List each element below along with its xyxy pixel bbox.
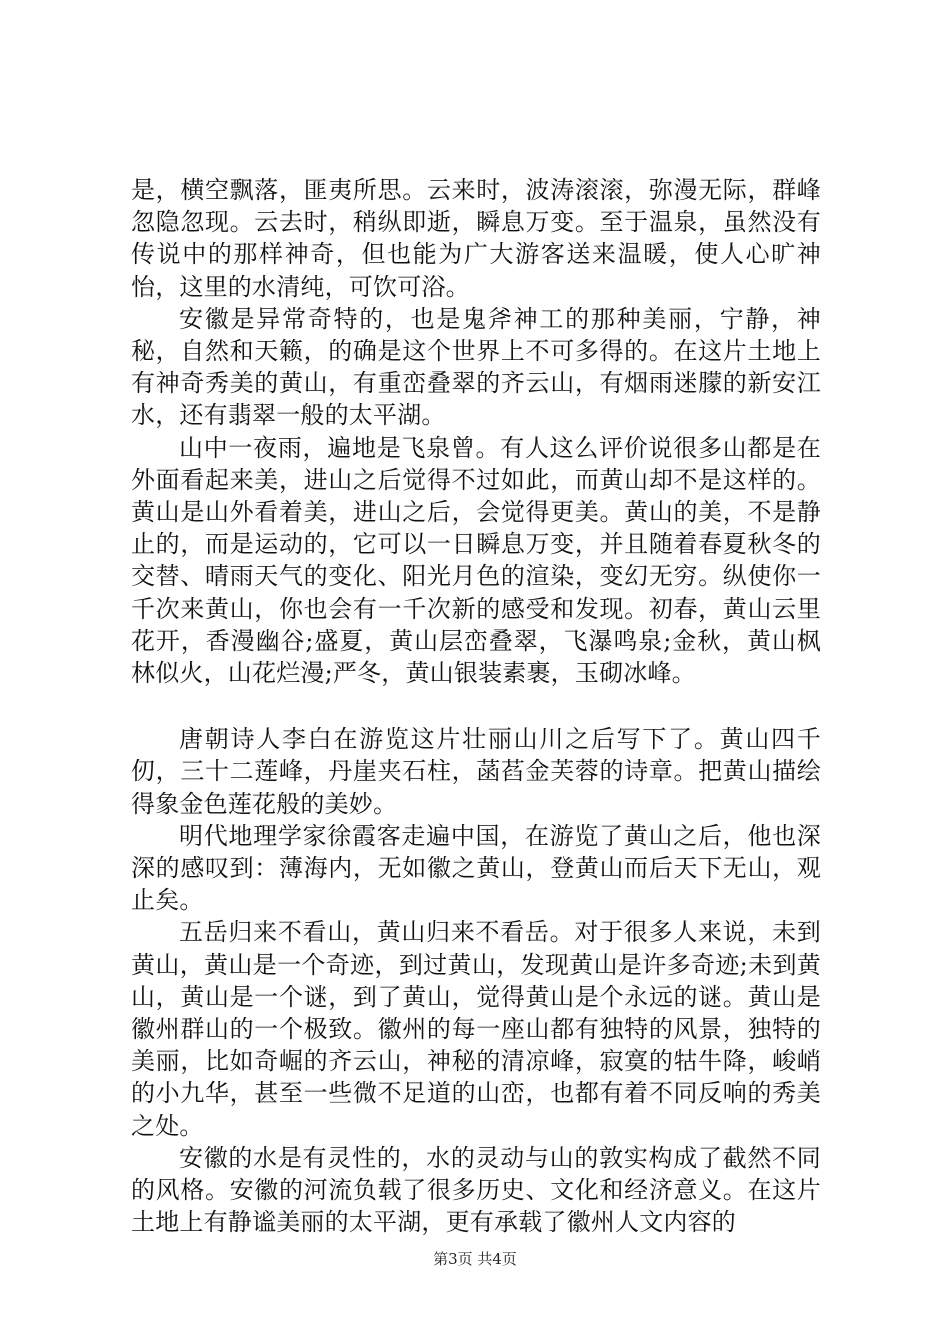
paragraph-6: 五岳归来不看山，黄山归来不看岳。对于很多人来说，未到黄山，黄山是一个奇迹，到过黄山，发现黄山是许多奇迹;未到黄山，黄山是一个谜，到了黄山，觉得黄山是个永远的谜。黄山是徽州群山的一个极致。徽州的每一座山都有独特的风景，独特的美丽，比如奇崛的齐云山，神秘的清凉峰，寂寞的牯牛降，峻峭的小九华，甚至一些微不足道的山峦，也都有着不同反响的秀美之处。 bbox=[131, 918, 821, 1140]
body-text bbox=[131, 174, 821, 1239]
paragraph-3: 山中一夜雨，遍地是飞泉曾。有人这么评价说很多山都是在外面看起来美，进山之后觉得不过如此，而黄山却不是这样的。黄山是山外看着美，进山之后，会觉得更美。黄山的美，不是静止的，而是运动的，它可以一日瞬息万变，并且随着春夏秋冬的交替、晴雨天气的变化、阳光月色的渲染，变幻无穷。纵使你一千次来黄山，你也会有一千次新的感受和发现。初春，黄山云里花开，香漫幽谷;盛夏，黄山层峦叠翠，飞瀑鸣泉;金秋，黄山枫林似火，山花烂漫;严冬，黄山银装素裹，玉砌冰峰。 bbox=[131, 433, 821, 688]
paragraph-5: 明代地理学家徐霞客走遍中国，在游览了黄山之后，他也深深的感叹到：薄海内，无如徽之黄山，登黄山而后天下无山，观止矣。 bbox=[131, 821, 821, 915]
paragraph-gap bbox=[131, 689, 821, 723]
page-footer: 第3页 共4页 bbox=[433, 1250, 517, 1268]
paragraph-2: 安徽是异常奇特的，也是鬼斧神工的那种美丽，宁静，神秘，自然和天籁，的确是这个世界上不可多得的。在这片土地上有神奇秀美的黄山，有重峦叠翠的齐云山，有烟雨迷朦的新安江水，还有翡翠一般的太平湖。 bbox=[131, 304, 821, 430]
paragraph-7: 安徽的水是有灵性的，水的灵动与山的敦实构成了截然不同的风格。安徽的河流负载了很多历史、文化和经济意义。在这片土地上有静谧美丽的太平湖，更有承载了徽州人文内容的 bbox=[131, 1143, 821, 1237]
paragraph-4: 唐朝诗人李白在游览这片壮丽山川之后写下了。黄山四千仞，三十二莲峰，丹崖夹石柱，菡萏金芙蓉的诗章。把黄山描绘得象金色莲花般的美妙。 bbox=[131, 725, 821, 818]
paragraph-1: 是，横空飘落，匪夷所思。云来时，波涛滚滚，弥漫无际，群峰忽隐忽现。云去时，稍纵即逝，瞬息万变。至于温泉，虽然没有传说中的那样神奇，但也能为广大游客送来温暖，使人心旷神怡，这里的水清纯，可饮可浴。 bbox=[131, 176, 821, 301]
